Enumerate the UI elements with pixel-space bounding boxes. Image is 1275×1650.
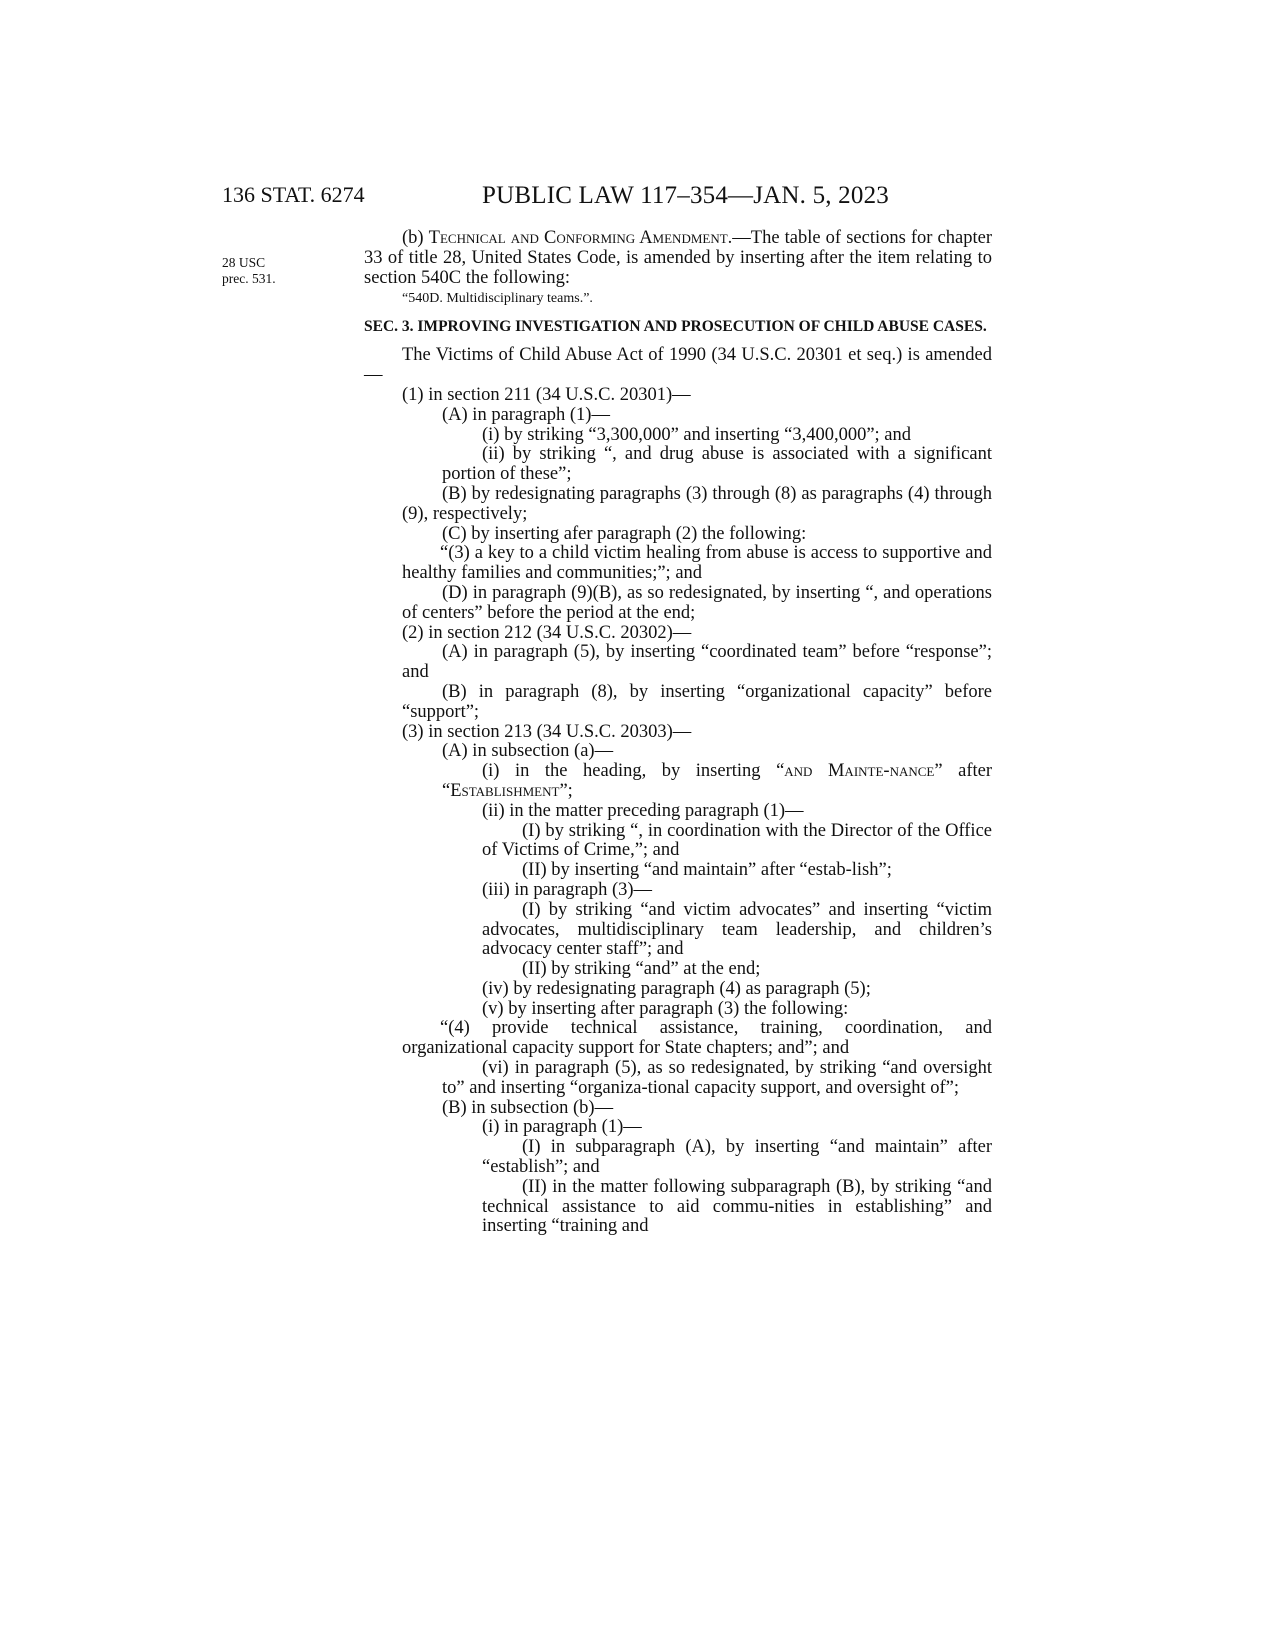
paragraph-3-B-i-II: (II) in the matter following subparagraph (B), by striking “and technical assistance to aid commu-nities in establishing” and inserting “training and: [482, 1176, 992, 1237]
subsection-b-label: (b): [402, 228, 429, 248]
paragraph-3-A-v: (v) by inserting after paragraph (3) the following:: [482, 998, 849, 1019]
document-body: [364, 229, 992, 1237]
paragraph-1-A-i: (i) by striking “3,300,000” and inserting “3,400,000”; and: [482, 424, 912, 445]
section-3-heading: SEC. 3. IMPROVING INVESTIGATION AND PROSECUTION OF CHILD ABUSE CASES.: [364, 318, 987, 336]
paragraph-3-A-ii-I: (I) by striking “, in coordination with the Director of the Office of Victims of Crime,”; and: [482, 820, 992, 861]
subsection-b-heading: Technical and Conforming Amendment: [428, 228, 728, 248]
paragraph-3-A-vi: (vi) in paragraph (5), as so redesignated, by striking “and oversight to” and inserting “organiza-tional capacity support, and oversight of”;: [442, 1058, 992, 1098]
paragraph-3-A-ii: (ii) in the matter preceding paragraph (1)—: [482, 800, 804, 821]
running-title: PUBLIC LAW 117–354—JAN. 5, 2023: [482, 182, 889, 209]
paragraph-2: (2) in section 212 (34 U.S.C. 20302)—: [402, 622, 692, 643]
subsection-b: [364, 229, 992, 288]
paragraph-3-A-iii-I: (I) by striking “and victim advocates” and inserting “victim advocates, multidisciplinary team leadership, and children’s advocacy center staff”; and: [482, 899, 992, 960]
paragraph-1-C: (C) by inserting afer paragraph (2) the following:: [442, 523, 807, 544]
paragraph-3-B: (B) in subsection (b)—: [442, 1097, 614, 1118]
subsection-b-text: .—The table of sections for chapter 33 of title 28, United States Code, is amended by inserting after the item relating to section 540C the following:: [364, 228, 992, 288]
margin-note: [222, 255, 322, 287]
page-header: [222, 182, 1022, 222]
paragraph-2-A: (A) in paragraph (5), by inserting “coordinated team” before “response”; and: [402, 642, 992, 683]
paragraph-3-A-iii: (iii) in paragraph (3)—: [482, 879, 653, 900]
paragraph-3-A-iii-II: (II) by striking “and” at the end;: [522, 959, 761, 980]
paragraph-1-D: (D) in paragraph (9)(B), as so redesignated, by inserting “, and operations of centers” before the period at the end;: [402, 582, 992, 623]
paragraph-3-A-ii-II: (II) by inserting “and maintain” after “estab-lish”;: [522, 860, 892, 881]
table-of-sections-item: “540D. Multidisciplinary teams.”.: [402, 291, 593, 307]
paragraph-3-A-iv: (iv) by redesignating paragraph (4) as paragraph (5);: [482, 978, 871, 999]
paragraph-2-B: (B) in paragraph (8), by inserting “organizational capacity” before “support”;: [402, 681, 992, 722]
paragraph-3-A-i: (i) in the heading, by inserting “and Mainte-nance” after “Establishment”;: [442, 761, 992, 801]
paragraph-3-B-i-I: (I) in subparagraph (A), by inserting “and maintain” after “establish”; and: [482, 1137, 992, 1178]
paragraph-1-B: (B) by redesignating paragraphs (3) through (8) as paragraphs (4) through (9), respectively;: [402, 483, 992, 524]
paragraph-1-A-ii: (ii) by striking “, and drug abuse is associated with a significant portion of these”;: [442, 444, 992, 485]
paragraph-3-A-v-quote: “(4) provide technical assistance, training, coordination, and organizational capacity support for State chapters; and”; and: [402, 1018, 992, 1059]
paragraph-1-A: (A) in paragraph (1)—: [442, 404, 610, 425]
paragraph-3: (3) in section 213 (34 U.S.C. 20303)—: [402, 721, 692, 742]
paragraph-3-A: (A) in subsection (a)—: [442, 741, 614, 762]
section-3-intro: The Victims of Child Abuse Act of 1990 (34 U.S.C. 20301 et seq.) is amended—: [364, 345, 992, 386]
statute-page-number: 136 STAT. 6274: [222, 182, 365, 207]
paragraph-1-C-quote: “(3) a key to a child victim healing from abuse is access to supportive and healthy families and communities;”; and: [402, 543, 992, 584]
margin-note-line-1: 28 USC: [222, 255, 266, 270]
paragraph-1: (1) in section 211 (34 U.S.C. 20301)—: [402, 384, 691, 405]
paragraph-3-B-i: (i) in paragraph (1)—: [482, 1117, 642, 1138]
margin-note-line-2: prec. 531.: [222, 271, 276, 286]
